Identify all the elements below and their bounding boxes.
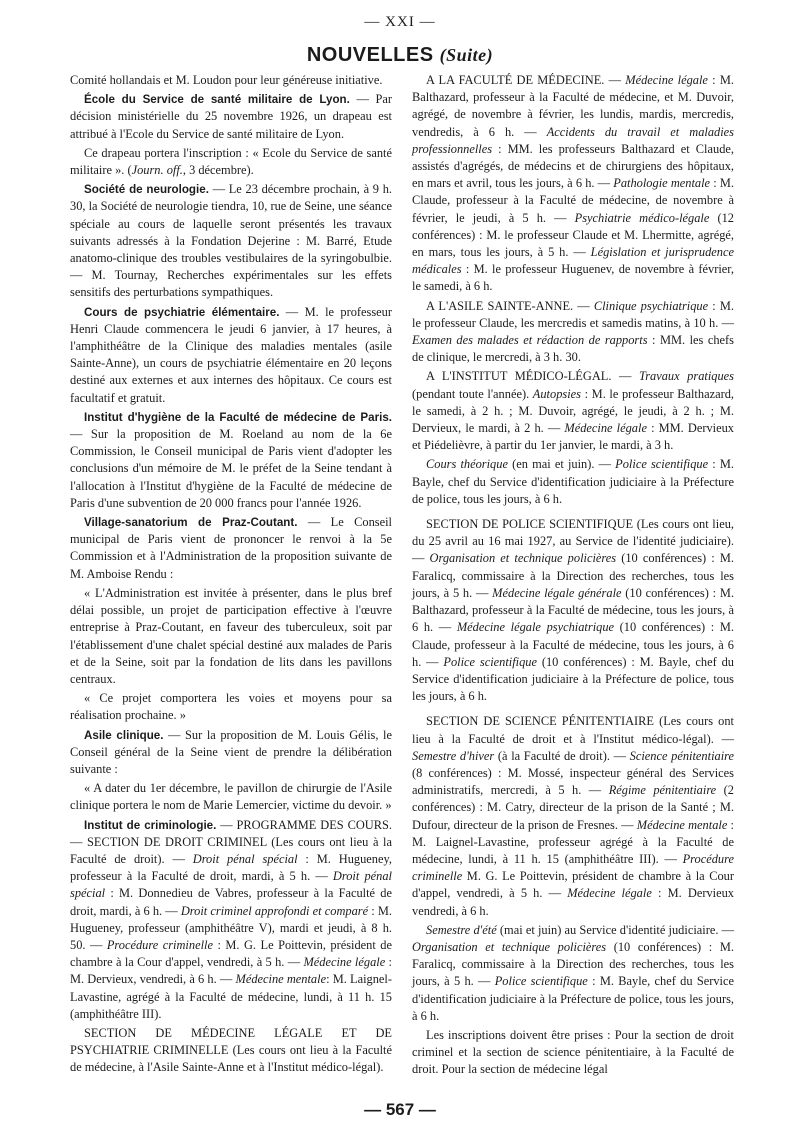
section-title-suffix: (Suite) — [439, 45, 494, 65]
paragraph: Cours théorique (en mai et juin). — Police scientifique : M. Bayle, chef du Service d'identification judiciaire à la Préfecture de police, tous les jours, à 6 h. — [412, 457, 734, 506]
news-item-hygiene: Institut d'hygiène de la Faculté de médecine de Paris. — Sur la proposition de M. Roeland au nom de la 6e Commission, le Conseil municipal de Paris vient d'adopter les conclusions d'un mémoire de M. le préfet de la Seine tendant à l'allocation à l'Institut d'hygiène de la Faculté de médecine de Paris d'une subvention de 20 000 francs pour l'année 1926. — [70, 410, 392, 510]
news-item-criminologie: Institut de criminologie. — PROGRAMME DES COURS. — SECTION DE DROIT CRIMINEL (Les cours ont lieu à la Faculté de droit). — Droit pénal spécial : M. Hugueney, professeur à la Faculté de droit, mardi, à 5 h. — Droit pénal spécial : M. Donnedieu de Vabres, professeur à la Faculté de droit, mardi, à 6 h. — Droit criminel approfondi et comparé : M. Hugueney, professeur (amphithéâtre V), mardi et jeudi, à 8 h. 50. — Procédure criminelle : M. G. Le Poittevin, président de chambre à la Cour d'appel, vendredi, à 5 h. — Médecine légale : M. Dervieux, vendredi, à 6 h. — Médecine mentale: M. Laignel-Lavastine, agrégé à la Faculté de médecine, lundi, à 11 h. 15 (amphithéâtre III). — [70, 817, 393, 1021]
paragraph-police-scientifique: SECTION DE POLICE SCIENTIFIQUE (Les cours ont lieu, du 25 avril au 16 mai 1927, au Service de l'identité judiciaire). — Organisation et technique policières (10 conférences) : M. Faralicq, commissaire à la Direction des recherches, tous les jours, à 5 h. — Médecine légale générale (10 conférences) : M. Balthazard, professeur à la Faculté de médecine, tous les jours, à 6 h. — Médecine légale psychiatrique (10 conférences) : M. Claude, professeur à la Faculté de médecine, tous les jours, à 6 h. — Police scientifique (10 conférences) : M. Bayle, chef du Service d'identification judiciaire à la Préfecture de police, tous les jours, à 6 h. — [412, 517, 735, 704]
news-item-praz-coutant: Village-sanatorium de Praz-Coutant. — Le Conseil municipal de Paris vient de prononcer le renvoi à la 5e Commission et à l'Administration de la proposition suivante de M. Amboise Rendu : — [70, 515, 392, 581]
paragraph: Les inscriptions doivent être prises : Pour la section de droit criminel et la section de science pénitentiaire, à la Faculté de droit. Pour la section de médecine légal — [412, 1027, 734, 1077]
news-heading: Société de neurologie. — [84, 183, 209, 197]
news-heading: École du Service de santé militaire de Lyon. — [84, 93, 350, 107]
paragraph-science-penitentiaire: SECTION DE SCIENCE PÉNITENTIAIRE (Les cours ont lieu à la Faculté de droit et à l'Institut médico-légal). — Semestre d'hiver (à la Faculté de droit). — Science pénitentiaire (8 conférences) : M. Mossé, inspecteur général des Services administratifs, mercredi, à 5 h. — Régime pénitentiaire (2 conférences) : M. Catry, directeur de la prison de la Santé ; M. Dufour, directeur de la prison de Fresnes. — Médecine mentale : M. Laignel-Lavastine, professeur agrégé à la Faculté de médecine, lundi, à 11 h. 15 (amphithéâtre III). — Procédure criminelle M. G. Le Poittevin, président de chambre à la Cour d'appel, vendredi, à 5 h. — Médecine légale : M. Dervieux vendredi, à 6 h. — [412, 714, 735, 918]
paragraph-sainte-anne: A L'ASILE SAINTE-ANNE. — Clinique psychiatrique : M. le professeur Claude, les mercredis et samedis matins, à 10 h. — Examen des malades et rédaction de rapports : MM. les chefs de clinique, le mercredi, à 3 h. 30. — [412, 298, 735, 365]
paragraph: SECTION DE MÉDECINE LÉGALE ET DE PSYCHIATRIE CRIMINELLE (Les cours ont lieu à la Faculté de médecine, à l'Asile Sainte-Anne et à l'Institut médico-légal). — [70, 1025, 392, 1075]
right-column — [412, 72, 734, 1081]
news-item-lyon: École du Service de santé militaire de Lyon. — Par décision ministérielle du 25 novembre 1926, un drapeau est attribué à l'Ecole du Service de santé militaire de Lyon. — [70, 92, 392, 141]
news-item-asile: Asile clinique. — Sur la proposition de M. Louis Gélis, le Conseil général de la Seine vient de prendre la délibération suivante : — [70, 727, 392, 776]
paragraph: Ce drapeau portera l'inscription : « Ecole du Service de santé militaire ». (Journ. off., 3 décembre). — [70, 145, 392, 178]
news-item-psychiatrie: Cours de psychiatrie élémentaire. — M. le professeur Henri Claude commencera le jeudi 6 janvier, à 17 heures, à l'amphithéâtre de la Clinique des maladies mentales (asile Sainte-Anne), un cours de psychiatrie élémentaire en 20 leçons destiné aux externes et aux internes des hôpitaux. Ce cours est facultatif et gratuit. — [70, 304, 392, 405]
quotation: « Ce projet comportera les voies et moyens pour sa réalisation prochaine. » — [70, 691, 392, 723]
section-title — [0, 44, 800, 67]
left-column — [70, 72, 392, 1079]
news-heading: Institut de criminologie. — [84, 818, 217, 832]
paragraph-faculte: A LA FACULTÉ DE MÉDECINE. — Médecine légale : M. Balthazard, professeur à la Faculté de médecine, et M. Duvoir, agrégé, de novembre à février, les lundis, mardis, mercredis, vendredis, à 6 h. — Accidents du travail et maladies professionnelles : MM. les professeurs Balthazard et Claude, assistés d'agrégés, de médecins et de chirurgiens des hôpitaux, en mars et avril, tous les jours, à 6 h. — Pathologie mentale : M. Claude, professeur à la Faculté de médecine, de novembre à février, le jeudi, à 5 h. — Psychiatrie médico-légale (12 conférences) : M. le professeur Claude et M. Lhermitte, agrégé, en mars, tous les jours, à 5 h. — Législation et jurisprudence médicales : M. le professeur Huguenev, de novembre à février, le samedi, à 6 h. — [412, 73, 735, 294]
paragraph: Semestre d'été (mai et juin) au Service d'identité judiciaire. — Organisation et technique policières (10 conférences) : M. Faralicq, commissaire à la Direction des recherches, tous les jours, à 5 h. — Police scientifique : M. Bayle, chef du Service d'identification judiciaire à la Préfecture de police, tous les jours, à 6 h. — [412, 922, 735, 1023]
section-title-main: NOUVELLES — [306, 44, 434, 66]
page-number: — 567 — — [364, 1100, 436, 1119]
paragraph-institut-medico-legal: A L'INSTITUT MÉDICO-LÉGAL. — Travaux pratiques (pendant toute l'année). Autopsies : M. le professeur Balthazard, le samedi, à 2 h. ; M. Duvoir, agrégé, le jeudi, à 2 h. ; M. Dervieux, le mardi, à 2 h. — Médecine légale : MM. Dervieux et Piédelièvre, à partir du 1er janvier, le mardi, à 3 h. — [412, 369, 734, 453]
running-head: — XXI — — [364, 14, 436, 30]
news-heading: Asile clinique. — [84, 728, 164, 742]
news-heading: Institut d'hygiène de la Faculté de médecine de Paris. — [84, 410, 392, 424]
news-heading: Cours de psychiatrie élémentaire. — [84, 305, 280, 319]
news-item-neurologie: Société de neurologie. — Le 23 décembre prochain, à 9 h. 30, la Société de neurologie tiendra, 10, rue de Seine, une séance spéciale au cours de laquelle seront présentés les travaux suivants adressés à la Fondation Dejerine : M. Barré, Etude anatomo-clinique des troubles vestibulaires de la syringobulbie. — M. Tournay, Recherches expérimentales sur les effets sensitifs des perturbations sympathiques. — [70, 182, 393, 300]
quotation: « L'Administration est invitée à présenter, dans le plus bref délai possible, un projet de participation effective à l'œuvre entreprise à Praz-Coutant, en faveur des tuberculeux, soit par l'établissement d'une chalet spécial destiné aux malades de Paris et de la Seine, soit par la fondation de lits dans les pavillons centraux. — [70, 585, 392, 686]
paragraph-continued: Comité hollandais et M. Loudon pour leur généreuse initiative. — [70, 73, 383, 87]
quotation: « A dater du 1er décembre, le pavillon de chirurgie de l'Asile clinique portera le nom de Marie Lemercier, victime du devoir. » — [70, 781, 392, 813]
news-heading: Village-sanatorium de Praz-Coutant. — [84, 516, 298, 530]
